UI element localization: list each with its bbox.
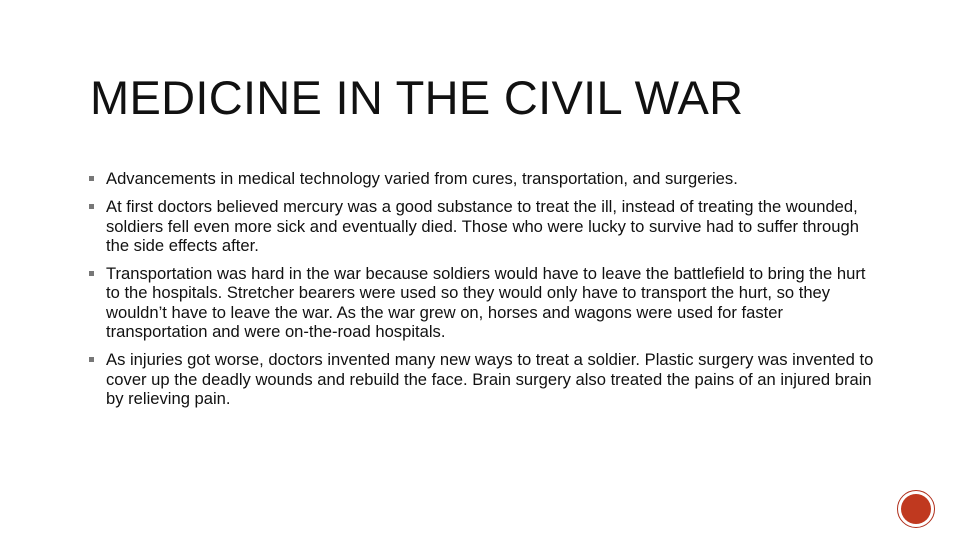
bullet-text: As injuries got worse, doctors invented many new ways to treat a soldier. Plastic surgery was invented to cover up the deadly wounds and rebuild the face. Brain surgery also treated the pains of an injured brain by relieving pain. bbox=[106, 350, 874, 408]
bullet-list bbox=[89, 169, 879, 417]
square-bullet-icon bbox=[89, 176, 94, 181]
bullet-text: At first doctors believed mercury was a good substance to treat the ill, instead of treating the wounded, soldiers fell even more sick and eventually died. Those who were lucky to survive had to suffer through the side effects after. bbox=[106, 197, 859, 255]
bullet-item bbox=[89, 264, 879, 341]
square-bullet-icon bbox=[89, 204, 94, 209]
page-number bbox=[901, 494, 931, 524]
slide-title: MEDICINE IN THE CIVIL WAR bbox=[90, 71, 744, 124]
square-bullet-icon bbox=[89, 357, 94, 362]
page-number-badge bbox=[897, 490, 935, 528]
bullet-item bbox=[89, 350, 879, 408]
bullet-item bbox=[89, 197, 879, 255]
square-bullet-icon bbox=[89, 271, 94, 276]
bullet-text: Advancements in medical technology varied from cures, transportation, and surgeries. bbox=[106, 169, 738, 188]
bullet-text: Transportation was hard in the war because soldiers would have to leave the battlefield to bring the hurt to the hospitals. Stretcher bearers were used so they would only have to transport the hurt, so they wouldn’t have to leave the war. As the war grew on, horses and wagons were used for faster transportation and were on-the-road hospitals. bbox=[106, 264, 866, 342]
bullet-item bbox=[89, 169, 879, 188]
